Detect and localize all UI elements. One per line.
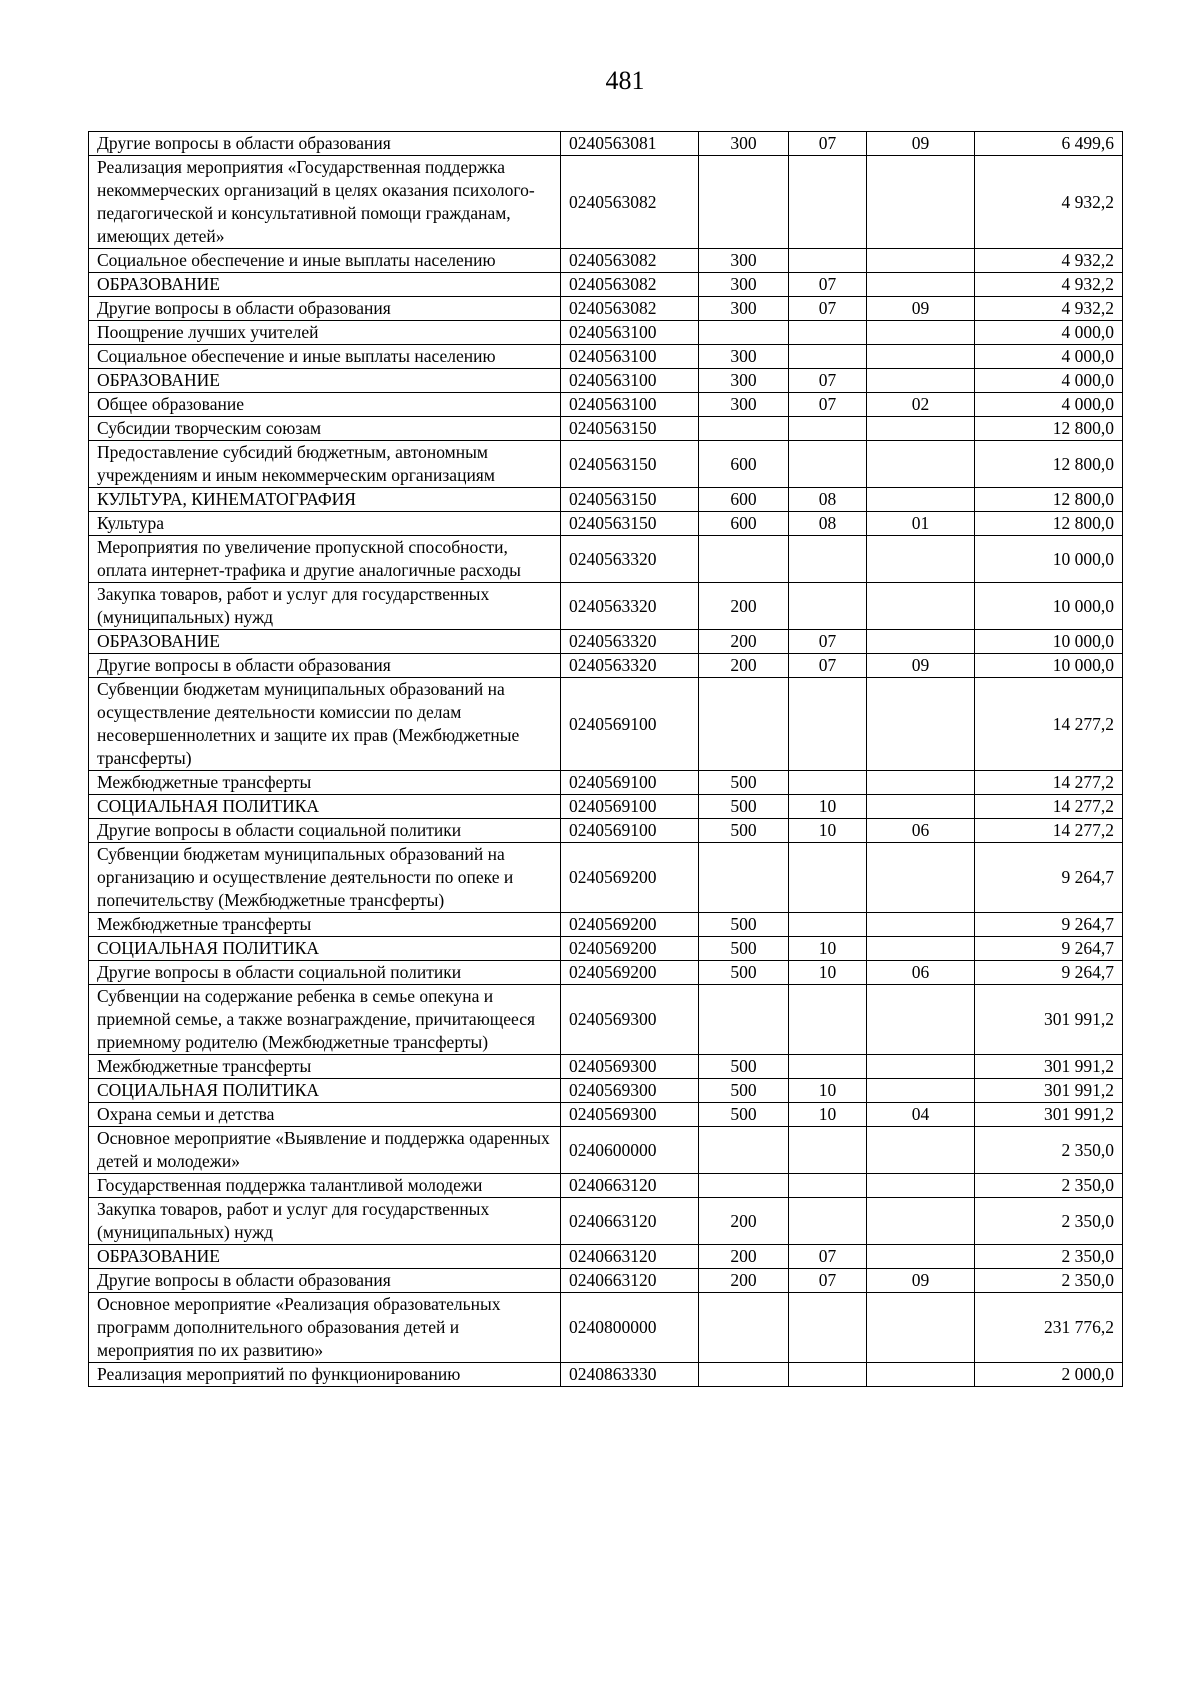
row-expense-type: 300	[699, 345, 789, 369]
row-name: Межбюджетные трансферты	[89, 913, 561, 937]
row-amount: 9 264,7	[975, 913, 1123, 937]
row-expense-type: 500	[699, 1103, 789, 1127]
row-amount: 14 277,2	[975, 771, 1123, 795]
row-section: 10	[789, 819, 867, 843]
table-row	[89, 771, 1123, 795]
row-section: 07	[789, 369, 867, 393]
row-subsection	[867, 843, 975, 913]
row-code: 0240863330	[561, 1363, 699, 1387]
row-subsection	[867, 273, 975, 297]
row-section: 07	[789, 1245, 867, 1269]
row-subsection	[867, 913, 975, 937]
row-code: 0240569300	[561, 1055, 699, 1079]
row-amount: 4 000,0	[975, 369, 1123, 393]
row-code: 0240569200	[561, 937, 699, 961]
row-name: Другие вопросы в области социальной политики	[89, 961, 561, 985]
row-section	[789, 321, 867, 345]
table-row	[89, 937, 1123, 961]
row-section	[789, 1055, 867, 1079]
row-subsection	[867, 630, 975, 654]
row-amount: 6 499,6	[975, 132, 1123, 156]
row-code: 0240569300	[561, 1103, 699, 1127]
row-subsection	[867, 249, 975, 273]
row-expense-type: 200	[699, 654, 789, 678]
row-name: Другие вопросы в области образования	[89, 297, 561, 321]
row-code: 0240563320	[561, 654, 699, 678]
row-code: 0240563320	[561, 630, 699, 654]
row-expense-type	[699, 843, 789, 913]
row-code: 0240563082	[561, 249, 699, 273]
table-row	[89, 345, 1123, 369]
row-subsection	[867, 583, 975, 630]
table-row	[89, 273, 1123, 297]
row-name: Другие вопросы в области образования	[89, 132, 561, 156]
row-subsection: 01	[867, 512, 975, 536]
row-expense-type: 600	[699, 441, 789, 488]
table-row	[89, 1198, 1123, 1245]
row-section: 08	[789, 488, 867, 512]
row-amount: 12 800,0	[975, 441, 1123, 488]
row-code: 0240569100	[561, 678, 699, 771]
row-section	[789, 1127, 867, 1174]
row-name: СОЦИАЛЬНАЯ ПОЛИТИКА	[89, 795, 561, 819]
row-name: Социальное обеспечение и иные выплаты населению	[89, 345, 561, 369]
row-section	[789, 583, 867, 630]
row-section	[789, 249, 867, 273]
row-section: 10	[789, 1079, 867, 1103]
row-name: КУЛЬТУРА, КИНЕМАТОГРАФИЯ	[89, 488, 561, 512]
row-expense-type: 500	[699, 771, 789, 795]
row-section: 07	[789, 630, 867, 654]
row-amount: 10 000,0	[975, 536, 1123, 583]
row-section: 07	[789, 1269, 867, 1293]
row-subsection	[867, 345, 975, 369]
row-amount: 2 350,0	[975, 1269, 1123, 1293]
page-number: 481	[605, 66, 645, 95]
row-section: 10	[789, 795, 867, 819]
row-section	[789, 913, 867, 937]
row-code: 0240663120	[561, 1174, 699, 1198]
row-subsection	[867, 937, 975, 961]
table-row	[89, 488, 1123, 512]
row-amount: 10 000,0	[975, 630, 1123, 654]
row-name: Межбюджетные трансферты	[89, 1055, 561, 1079]
row-section	[789, 441, 867, 488]
row-expense-type	[699, 156, 789, 249]
row-section	[789, 536, 867, 583]
table-row	[89, 297, 1123, 321]
row-code: 0240563100	[561, 369, 699, 393]
row-code: 0240563320	[561, 583, 699, 630]
row-amount: 2 350,0	[975, 1198, 1123, 1245]
table-row	[89, 132, 1123, 156]
budget-table	[88, 131, 1123, 1387]
row-section: 07	[789, 297, 867, 321]
row-code: 0240563150	[561, 512, 699, 536]
row-section	[789, 771, 867, 795]
row-expense-type: 500	[699, 819, 789, 843]
row-section	[789, 1198, 867, 1245]
row-amount: 4 000,0	[975, 345, 1123, 369]
row-amount: 10 000,0	[975, 583, 1123, 630]
row-name: Основное мероприятие «Выявление и поддержка одаренных детей и молодежи»	[89, 1127, 561, 1174]
table-row	[89, 1103, 1123, 1127]
table-row	[89, 630, 1123, 654]
row-expense-type	[699, 678, 789, 771]
row-expense-type: 200	[699, 1198, 789, 1245]
table-row	[89, 583, 1123, 630]
row-amount: 14 277,2	[975, 678, 1123, 771]
table-row	[89, 321, 1123, 345]
row-code: 0240563150	[561, 441, 699, 488]
table-row	[89, 441, 1123, 488]
row-expense-type: 600	[699, 488, 789, 512]
row-section	[789, 843, 867, 913]
row-section: 07	[789, 654, 867, 678]
row-amount: 12 800,0	[975, 417, 1123, 441]
row-expense-type: 200	[699, 630, 789, 654]
row-amount: 4 932,2	[975, 249, 1123, 273]
row-name: Общее образование	[89, 393, 561, 417]
row-name: Субвенции на содержание ребенка в семье опекуна и приемной семье, а также вознаграждение, причитающееся приемному родителю (Межбюджетные трансферты)	[89, 985, 561, 1055]
row-expense-type	[699, 985, 789, 1055]
row-code: 0240663120	[561, 1198, 699, 1245]
row-name: СОЦИАЛЬНАЯ ПОЛИТИКА	[89, 1079, 561, 1103]
row-amount: 14 277,2	[975, 795, 1123, 819]
row-amount: 301 991,2	[975, 985, 1123, 1055]
table-row	[89, 843, 1123, 913]
row-amount: 2 000,0	[975, 1363, 1123, 1387]
table-row	[89, 1293, 1123, 1363]
row-code: 0240569100	[561, 795, 699, 819]
row-subsection: 09	[867, 654, 975, 678]
row-subsection	[867, 1363, 975, 1387]
row-expense-type: 600	[699, 512, 789, 536]
row-expense-type: 200	[699, 1245, 789, 1269]
table-row	[89, 654, 1123, 678]
row-subsection	[867, 1174, 975, 1198]
row-subsection	[867, 369, 975, 393]
row-code: 0240563100	[561, 345, 699, 369]
row-subsection	[867, 1055, 975, 1079]
table-row	[89, 961, 1123, 985]
row-name: ОБРАЗОВАНИЕ	[89, 369, 561, 393]
row-expense-type	[699, 1293, 789, 1363]
row-section: 07	[789, 273, 867, 297]
row-name: Субвенции бюджетам муниципальных образований на осуществление деятельности комиссии по делам несовершеннолетних и защите их прав (Межбюджетные трансферты)	[89, 678, 561, 771]
row-amount: 12 800,0	[975, 512, 1123, 536]
row-amount: 9 264,7	[975, 843, 1123, 913]
row-expense-type	[699, 536, 789, 583]
table-row	[89, 536, 1123, 583]
row-section: 07	[789, 132, 867, 156]
row-amount: 231 776,2	[975, 1293, 1123, 1363]
row-subsection	[867, 1079, 975, 1103]
row-section: 07	[789, 393, 867, 417]
row-name: Основное мероприятие «Реализация образовательных программ дополнительного образования детей и мероприятия по их развитию»	[89, 1293, 561, 1363]
row-expense-type: 500	[699, 795, 789, 819]
row-subsection: 09	[867, 297, 975, 321]
row-section	[789, 156, 867, 249]
table-row	[89, 913, 1123, 937]
row-expense-type: 300	[699, 297, 789, 321]
row-code: 0240563082	[561, 273, 699, 297]
row-name: Другие вопросы в области образования	[89, 654, 561, 678]
row-expense-type: 200	[699, 583, 789, 630]
row-expense-type: 500	[699, 1055, 789, 1079]
row-amount: 9 264,7	[975, 961, 1123, 985]
row-subsection	[867, 1293, 975, 1363]
row-name: Культура	[89, 512, 561, 536]
row-section	[789, 345, 867, 369]
row-subsection	[867, 441, 975, 488]
row-code: 0240563100	[561, 321, 699, 345]
row-section: 08	[789, 512, 867, 536]
row-subsection	[867, 795, 975, 819]
row-amount: 4 000,0	[975, 321, 1123, 345]
row-section	[789, 678, 867, 771]
row-amount: 2 350,0	[975, 1245, 1123, 1269]
row-subsection	[867, 1245, 975, 1269]
table-row	[89, 795, 1123, 819]
table-row	[89, 678, 1123, 771]
row-amount: 301 991,2	[975, 1055, 1123, 1079]
row-subsection: 04	[867, 1103, 975, 1127]
row-name: Закупка товаров, работ и услуг для государственных (муниципальных) нужд	[89, 1198, 561, 1245]
row-subsection	[867, 678, 975, 771]
row-subsection	[867, 1198, 975, 1245]
row-name: Другие вопросы в области образования	[89, 1269, 561, 1293]
row-name: Субвенции бюджетам муниципальных образований на организацию и осуществление деятельности по опеке и попечительству (Межбюджетные трансферты)	[89, 843, 561, 913]
row-expense-type: 300	[699, 132, 789, 156]
row-code: 0240569300	[561, 985, 699, 1055]
row-name: Реализация мероприятий по функционированию	[89, 1363, 561, 1387]
row-expense-type: 300	[699, 273, 789, 297]
row-code: 0240663120	[561, 1245, 699, 1269]
row-subsection: 06	[867, 961, 975, 985]
row-subsection	[867, 417, 975, 441]
row-code: 0240563081	[561, 132, 699, 156]
row-code: 0240600000	[561, 1127, 699, 1174]
row-name: ОБРАЗОВАНИЕ	[89, 630, 561, 654]
row-name: Субсидии творческим союзам	[89, 417, 561, 441]
row-code: 0240569200	[561, 843, 699, 913]
row-section: 10	[789, 961, 867, 985]
row-section	[789, 985, 867, 1055]
row-name: Мероприятия по увеличение пропускной способности, оплата интернет-трафика и другие аналогичные расходы	[89, 536, 561, 583]
row-section	[789, 1293, 867, 1363]
row-expense-type: 200	[699, 1269, 789, 1293]
row-expense-type: 300	[699, 393, 789, 417]
row-amount: 4 932,2	[975, 297, 1123, 321]
row-amount: 4 932,2	[975, 273, 1123, 297]
row-expense-type	[699, 321, 789, 345]
row-code: 0240569200	[561, 961, 699, 985]
row-expense-type	[699, 417, 789, 441]
table-row	[89, 1079, 1123, 1103]
table-row	[89, 369, 1123, 393]
row-name: Государственная поддержка талантливой молодежи	[89, 1174, 561, 1198]
row-code: 0240563150	[561, 417, 699, 441]
row-code: 0240563082	[561, 297, 699, 321]
row-amount: 9 264,7	[975, 937, 1123, 961]
row-name: СОЦИАЛЬНАЯ ПОЛИТИКА	[89, 937, 561, 961]
row-subsection: 06	[867, 819, 975, 843]
row-code: 0240563320	[561, 536, 699, 583]
row-name: Социальное обеспечение и иные выплаты населению	[89, 249, 561, 273]
row-section: 10	[789, 1103, 867, 1127]
row-code: 0240569300	[561, 1079, 699, 1103]
row-expense-type: 500	[699, 961, 789, 985]
row-amount: 10 000,0	[975, 654, 1123, 678]
row-code: 0240569200	[561, 913, 699, 937]
table-row	[89, 393, 1123, 417]
row-name: Охрана семьи и детства	[89, 1103, 561, 1127]
table-row	[89, 249, 1123, 273]
row-subsection	[867, 321, 975, 345]
row-name: Межбюджетные трансферты	[89, 771, 561, 795]
table-row	[89, 1055, 1123, 1079]
row-expense-type	[699, 1363, 789, 1387]
table-row	[89, 417, 1123, 441]
row-subsection	[867, 536, 975, 583]
row-section	[789, 417, 867, 441]
row-code: 0240563100	[561, 393, 699, 417]
row-amount: 14 277,2	[975, 819, 1123, 843]
table-row	[89, 1269, 1123, 1293]
row-section: 10	[789, 937, 867, 961]
row-code: 0240569100	[561, 819, 699, 843]
row-expense-type: 500	[699, 1079, 789, 1103]
row-amount: 301 991,2	[975, 1103, 1123, 1127]
row-expense-type	[699, 1127, 789, 1174]
row-code: 0240800000	[561, 1293, 699, 1363]
row-amount: 4 932,2	[975, 156, 1123, 249]
row-subsection	[867, 985, 975, 1055]
row-name: Другие вопросы в области социальной политики	[89, 819, 561, 843]
row-amount: 2 350,0	[975, 1174, 1123, 1198]
row-code: 0240563082	[561, 156, 699, 249]
row-name: Реализация мероприятия «Государственная поддержка некоммерческих организаций в целях оказания психолого-педагогической и консультативной помощи гражданам, имеющих детей»	[89, 156, 561, 249]
row-expense-type: 500	[699, 913, 789, 937]
table-row	[89, 1174, 1123, 1198]
row-amount: 301 991,2	[975, 1079, 1123, 1103]
row-subsection	[867, 1127, 975, 1174]
row-name: Поощрение лучших учителей	[89, 321, 561, 345]
row-section	[789, 1174, 867, 1198]
row-subsection: 09	[867, 132, 975, 156]
budget-table-body	[89, 132, 1123, 1387]
table-row	[89, 819, 1123, 843]
row-code: 0240563150	[561, 488, 699, 512]
row-expense-type: 300	[699, 249, 789, 273]
row-name: Предоставление субсидий бюджетным, автономным учреждениям и иным некоммерческим организациям	[89, 441, 561, 488]
table-row	[89, 1245, 1123, 1269]
table-row	[89, 1127, 1123, 1174]
row-subsection	[867, 156, 975, 249]
row-expense-type	[699, 1174, 789, 1198]
row-subsection	[867, 771, 975, 795]
row-subsection: 02	[867, 393, 975, 417]
table-row	[89, 156, 1123, 249]
row-name: Закупка товаров, работ и услуг для государственных (муниципальных) нужд	[89, 583, 561, 630]
row-code: 0240663120	[561, 1269, 699, 1293]
row-code: 0240569100	[561, 771, 699, 795]
row-amount: 12 800,0	[975, 488, 1123, 512]
table-row	[89, 1363, 1123, 1387]
row-section	[789, 1363, 867, 1387]
row-amount: 2 350,0	[975, 1127, 1123, 1174]
row-expense-type: 500	[699, 937, 789, 961]
table-row	[89, 512, 1123, 536]
row-name: ОБРАЗОВАНИЕ	[89, 1245, 561, 1269]
row-name: ОБРАЗОВАНИЕ	[89, 273, 561, 297]
row-expense-type: 300	[699, 369, 789, 393]
row-subsection	[867, 488, 975, 512]
row-subsection: 09	[867, 1269, 975, 1293]
table-row	[89, 985, 1123, 1055]
row-amount: 4 000,0	[975, 393, 1123, 417]
